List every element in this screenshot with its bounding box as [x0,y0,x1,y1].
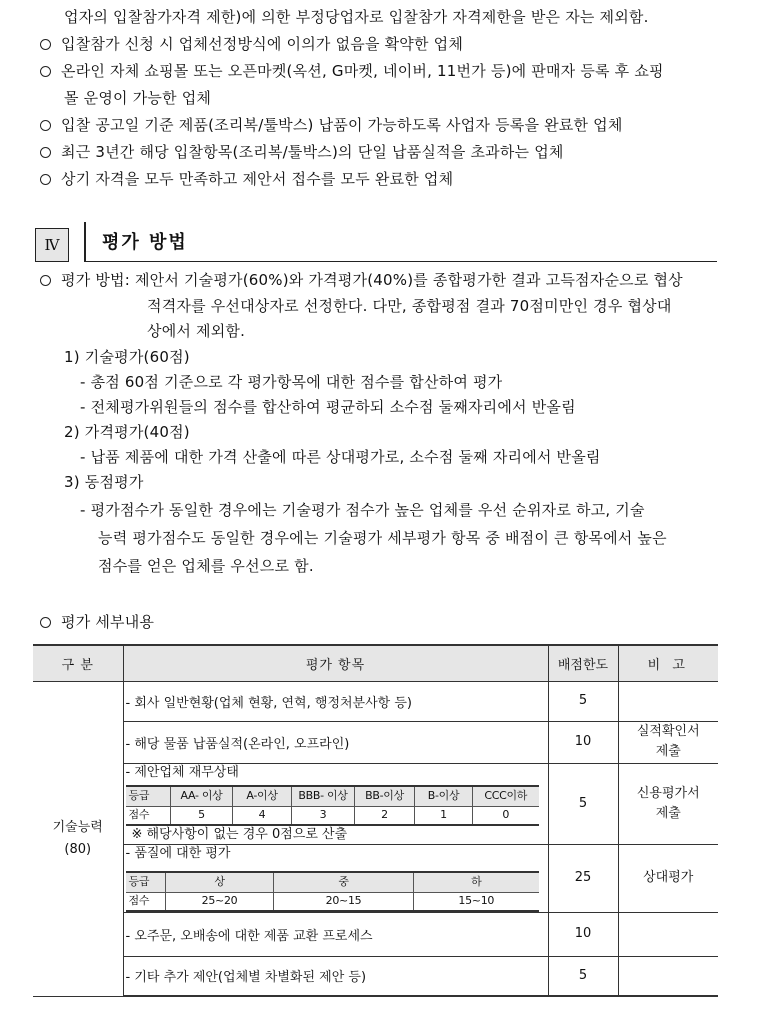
header-note: 비 고 [618,645,718,681]
item-cell: - 해당 물품 납품실적(온라인, 오프라인) [123,721,548,763]
item-cell: - 회사 일반현황(업체 현황, 연혁, 행정처분사항 등) [123,681,548,721]
quality-grade-table [126,871,539,912]
detail-heading: 평가 세부내용 [40,611,154,633]
price-eval-title: 2) 가격평가(40점) [64,423,190,441]
score-cell: 5 [548,956,618,996]
table-row [33,956,718,996]
score-cell: 10 [548,912,618,956]
item-cell: - 기타 추가 제안(업체별 차별화된 제안 등) [123,956,548,996]
section-divider [84,222,86,262]
list-item-continuation: 몰 운영이 가능한 업체 [64,89,212,107]
header-item: 평가 항목 [123,645,548,681]
circle-bullet-icon [40,120,51,131]
list-item: 온라인 자체 쇼핑몰 또는 오픈마켓(옥션, G마켓, 네이버, 11번가 등)에 판매자 등록 후 쇼핑 [40,60,664,82]
tie-eval-title: 3) 동점평가 [64,473,144,491]
circle-bullet-icon [40,147,51,158]
score-row: 점수 5 4 3 2 1 0 [126,807,539,825]
price-eval-point: - 납품 제품에 대한 가격 산출에 따른 상대평가로, 소수점 둘째 자리에서 반올림 [80,448,601,466]
item-cell: - 오주문, 오배송에 대한 제품 교환 프로세스 [123,912,548,956]
section-underline [86,261,717,262]
score-cell: 5 [548,763,618,844]
table-row [33,721,718,763]
category-total: (80) [64,841,92,857]
intro-continuation: 업자의 입찰참가자격 제한)에 의한 부정당업자로 입찰참가 자격제한을 받은 자는 제외함. [64,8,649,26]
tie-eval-point: 점수를 얻은 업체를 우선으로 함. [98,557,314,575]
finance-grade-table [126,785,539,826]
tech-eval-point: - 전체평가위원들의 점수를 합산하여 평균하되 소수점 둘째자리에서 반올림 [80,398,576,416]
header-score: 배점한도 [548,645,618,681]
list-item: 최근 3년간 해당 입찰항목(조리복/툴박스)의 단일 납품실적을 초과하는 업체 [40,141,564,163]
tech-eval-title: 1) 기술평가(60점) [64,348,190,366]
note-cell [618,956,718,996]
score-cell: 25 [548,844,618,912]
section-title: 평가 방법 [102,232,188,253]
circle-bullet-icon [40,275,51,286]
score-row: 점수 25~20 20~15 15~10 [126,893,539,911]
circle-bullet-icon [40,39,51,50]
score-cell: 5 [548,681,618,721]
table-row [33,912,718,956]
category-label: 기술능력 [52,819,103,835]
method-line: 평가 방법: 제안서 기술평가(60%)와 가격평가(40%)를 종합평가한 결과 고득점자순으로 협상 [40,269,683,291]
finance-footnote: ※ 해당사항이 없는 경우 0점으로 산출 [131,826,348,842]
table-row [33,763,718,844]
item-cell: - 품질에 대한 평가 등급 상 중 하 점수 25~20 20~15 15~10 [123,844,548,912]
grade-row: 등급 상 중 하 [126,872,539,893]
table-row [33,681,718,721]
list-item: 입찰참가 신청 시 업체선정방식에 이의가 없음을 확약한 업체 [40,33,463,55]
note-cell: 신용평가서 제출 [618,763,718,844]
tie-eval-point: - 평가점수가 동일한 경우에는 기술평가 점수가 높은 업체를 우선 순위자로 하고, 기술 [80,501,645,519]
table-header-row [33,645,718,681]
note-cell [618,912,718,956]
list-item: 입찰 공고일 기준 제품(조리복/툴박스) 납품이 가능하도록 사업자 등록을 완료한 업체 [40,114,623,136]
tie-eval-point: 능력 평가점수도 동일한 경우에는 기술평가 세부평가 항목 중 배점이 큰 항목에서 높은 [98,529,667,547]
section-number-box: Ⅳ [35,228,69,262]
category-cell [33,681,123,996]
item-cell: - 제안업체 재무상태 등급 AA- 이상 A-이상 BBB- 이상 BB-이상 B-이상 CCC이하 점수 5 4 3 2 1 0 ※ 해당사항이 없는 경우 0점으로 산출 [123,763,548,844]
score-cell: 10 [548,721,618,763]
tech-eval-point: - 총점 60점 기준으로 각 평가항목에 대한 점수를 합산하여 평가 [80,373,503,391]
note-cell: 상대평가 [618,844,718,912]
note-cell [618,681,718,721]
method-line: 적격자를 우선대상자로 선정한다. 다만, 종합평점 결과 70점미만인 경우 협상대 [147,297,672,315]
list-item: 상기 자격을 모두 만족하고 제안서 접수를 모두 완료한 업체 [40,168,453,190]
circle-bullet-icon [40,617,51,628]
table-row [33,844,718,912]
grade-row: 등급 AA- 이상 A-이상 BBB- 이상 BB-이상 B-이상 CCC이하 [126,786,539,807]
evaluation-table [33,644,718,997]
circle-bullet-icon [40,66,51,77]
method-line: 상에서 제외함. [147,322,246,340]
note-cell: 실적확인서 제출 [618,721,718,763]
circle-bullet-icon [40,174,51,185]
header-category: 구 분 [33,645,123,681]
